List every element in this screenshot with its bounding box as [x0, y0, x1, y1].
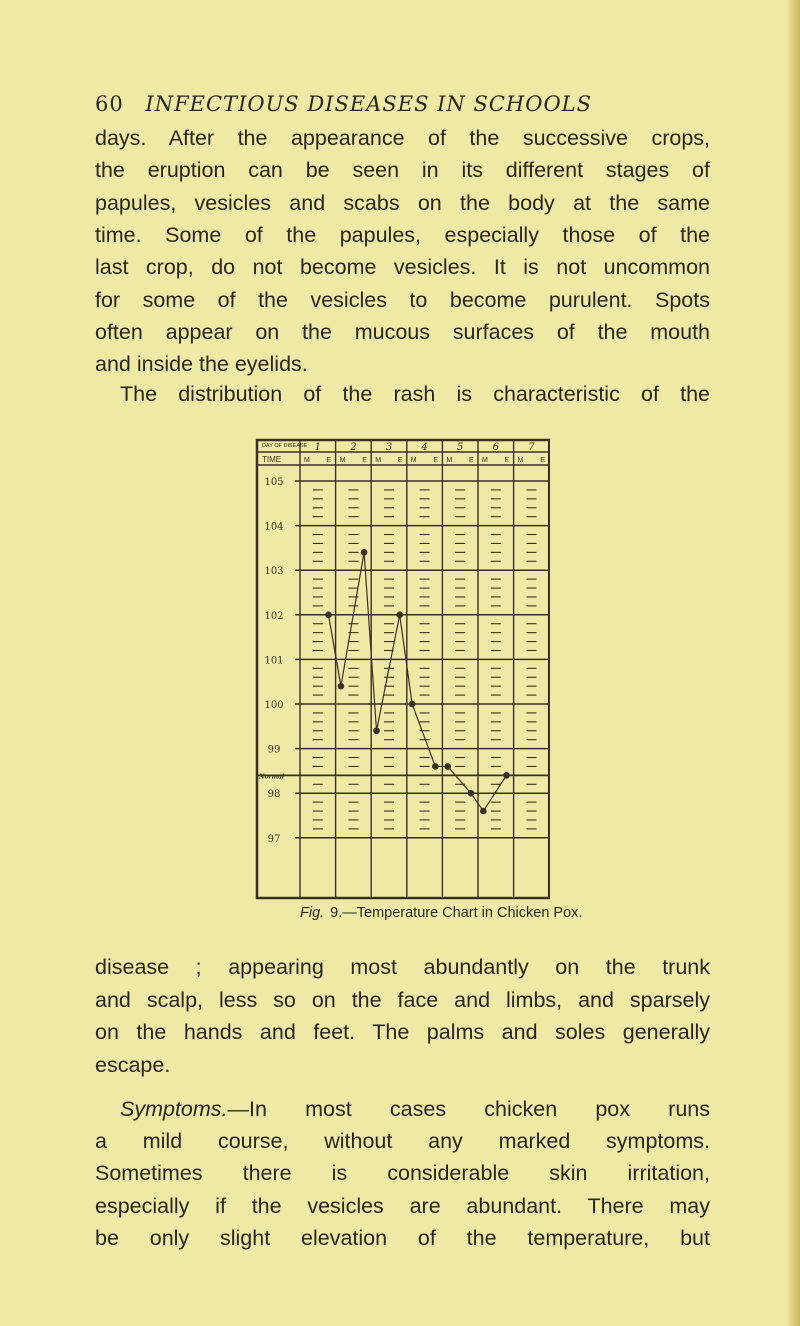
normal-label: Normal — [259, 773, 285, 781]
page-number: 60 — [95, 92, 124, 116]
time-m-label: M — [446, 457, 453, 464]
time-e-label: E — [504, 457, 510, 464]
y-tick-label: 103 — [264, 566, 284, 578]
temperature-point — [338, 683, 345, 690]
text-line: days. After the appearance of the successive crops, — [95, 126, 710, 150]
y-tick-label: 97 — [267, 833, 281, 845]
text-line: disease ; appearing most abundantly on the trunk — [95, 955, 710, 979]
temperature-point — [325, 612, 332, 619]
day-label: 2 — [350, 442, 357, 453]
text-line: on the hands and feet. The palms and soles generally — [95, 1020, 710, 1044]
text-line: a mild course, without any marked symptoms. — [95, 1129, 710, 1153]
text-line: often appear on the mucous surfaces of the mouth — [95, 319, 710, 344]
time-e-label: E — [469, 457, 474, 464]
text-line: Sometimes there is considerable skin irritation, — [95, 1161, 710, 1186]
text-line: be only slight elevation of the temperature, but — [95, 1225, 710, 1250]
y-tick-label: 105 — [264, 477, 284, 488]
text-line: escape. — [95, 1052, 171, 1077]
y-tick-label: 99 — [267, 744, 281, 756]
text-line: the eruption can be seen in its different stages of — [95, 158, 710, 183]
day-label: 1 — [314, 442, 321, 453]
temperature-chart — [250, 435, 550, 905]
temperature-line — [328, 552, 506, 811]
day-label: 6 — [492, 442, 499, 453]
chart-frame — [257, 440, 549, 898]
y-tick-label: 102 — [264, 610, 284, 622]
text-line: papules, vesicles and scabs on the body at the same — [95, 190, 710, 215]
page-edge — [786, 0, 800, 1326]
day-label: 7 — [528, 442, 535, 453]
paragraph-2-first-line: The distribution of the rash is characteristic of the — [120, 382, 710, 406]
figure-label: Fig. — [300, 905, 325, 921]
temperature-point — [361, 549, 368, 556]
day-label: 4 — [421, 442, 428, 453]
text-line: time. Some of the papules, especially those of the — [95, 222, 710, 247]
y-tick-label: 100 — [264, 700, 284, 711]
day-of-disease-label: DAY OF DISEASE — [262, 443, 308, 449]
text-line: especially if the vesicles are abundant. There may — [95, 1193, 710, 1218]
temperature-point — [444, 763, 451, 770]
temperature-point — [396, 612, 403, 619]
temperature-point — [503, 772, 510, 779]
day-label: 5 — [457, 442, 464, 453]
temperature-point — [432, 763, 439, 770]
figure-caption — [300, 905, 582, 921]
time-label: TIME — [262, 455, 282, 464]
temperature-point — [480, 808, 487, 815]
time-m-label: M — [339, 457, 346, 464]
time-m-label: M — [482, 457, 488, 464]
time-m-label: M — [375, 457, 382, 464]
temperature-point — [373, 727, 380, 734]
text-line: and scalp, less so on the face and limbs, and sparsely — [95, 987, 710, 1012]
y-tick-label: 101 — [264, 655, 284, 667]
day-label: 3 — [385, 442, 393, 453]
time-e-label: E — [362, 457, 367, 464]
running-head — [95, 92, 592, 116]
y-tick-label: 104 — [264, 521, 284, 533]
text-line: for some of the vesicles to become purulent. Spots — [95, 287, 710, 312]
text-line: and inside the eyelids. — [95, 352, 308, 377]
running-title: INFECTIOUS DISEASES IN SCHOOLS — [145, 92, 593, 116]
temperature-point — [409, 701, 416, 708]
time-e-label: E — [397, 457, 403, 464]
time-m-label: M — [517, 457, 524, 464]
time-m-label: M — [304, 457, 310, 464]
text-line: last crop, do not become vesicles. It is not uncommon — [95, 255, 710, 280]
paragraph-3-first-line — [120, 1097, 710, 1122]
y-tick-label: 98 — [267, 789, 281, 801]
time-e-label: E — [433, 457, 439, 464]
time-m-label: M — [410, 457, 417, 464]
time-e-label: E — [326, 457, 332, 464]
symptoms-heading: Symptoms. — [120, 1097, 228, 1121]
figure-caption-text: 9.—Temperature Chart in Chicken Pox. — [330, 905, 583, 921]
time-e-label: E — [540, 457, 545, 464]
temperature-point — [468, 790, 475, 797]
paragraph-3-first-text: —In most cases chicken pox runs — [227, 1097, 710, 1121]
